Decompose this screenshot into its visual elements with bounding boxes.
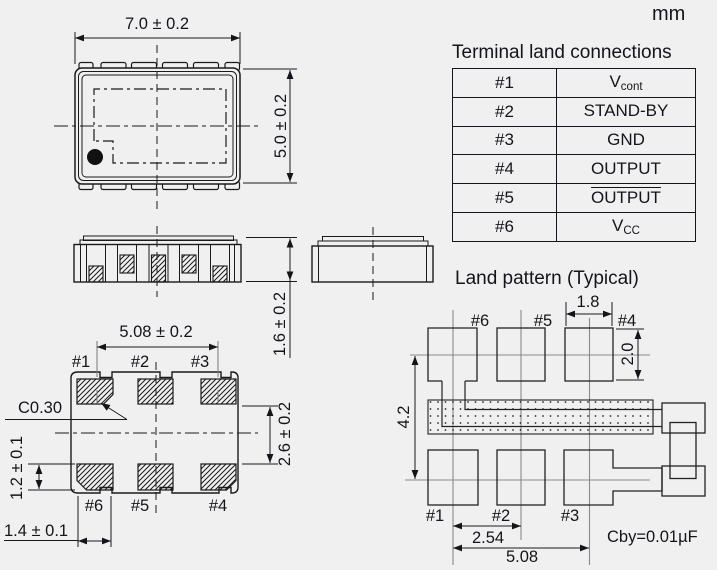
terminal-land-connections-table [452,68,696,242]
pin-function-cell: OUTPUT [557,155,696,184]
lp-pad-span-dim: 5.08 [505,548,539,566]
pad-6 [77,464,113,490]
pin-function-cell: OUTPUT [557,184,696,213]
lp-pad-label: #4 [617,312,637,330]
top-view [54,32,297,210]
table-row [453,97,696,126]
table-row [453,184,696,213]
lp-pad-label: #3 [560,507,580,525]
lp-pad-label: #1 [425,507,445,525]
pad-4 [201,464,236,490]
pin-number-cell: #4 [453,155,557,184]
land-pattern [405,302,705,565]
pin-function-cell: STAND-BY [557,97,696,126]
bottom-pad-label: #5 [130,497,150,515]
bottom-pad-label: #2 [130,353,150,371]
bottom-pad-span-dim: 5.08 ± 0.2 [119,323,193,341]
land-pad-3 [564,450,662,505]
bottom-view [4,341,278,547]
pin-function-cell: Vcont [557,69,696,98]
pin-function-cell: VCC [557,212,696,241]
lp-pad-pitch-dim: 2.54 [471,529,505,547]
bottom-row-gap-dim: 2.6 ± 0.2 [275,401,294,467]
bottom-pad-label: #6 [84,497,104,515]
side-castellation-pads [89,255,227,282]
top-width-dim: 7.0 ± 0.2 [124,15,190,33]
bottom-pad-width-dim: 1.4 ± 0.1 [4,522,69,540]
pin-number-cell: #6 [453,212,557,241]
pin-function-cell: GND [557,126,696,155]
bottom-pad-label: #1 [71,353,91,371]
bottom-pad-label: #3 [190,353,210,371]
lp-pad-label: #2 [491,507,511,525]
side-view-end [312,227,433,300]
chamfer-leader [101,403,127,420]
cap-body [670,423,696,479]
pin-number-cell: #2 [453,97,557,126]
table-row [453,212,696,241]
lp-pad-label: #5 [533,312,553,330]
pin-number-cell: #1 [453,69,557,98]
lp-pad-label: #6 [470,312,490,330]
table-row [453,69,696,98]
ground-trace-strip [428,400,653,434]
table-row [453,155,696,184]
terminal-table-title: Terminal land connections [452,42,672,63]
lp-row-pitch-dim: 4.2 [394,405,413,429]
pin1-marker-dot [87,149,103,165]
units-label: mm [652,3,686,25]
cap-pad-bottom [662,466,705,496]
bottom-pad-height-dim: 1.2 ± 0.1 [7,435,26,501]
bypass-cap-label: Cby=0.01µF [607,528,698,546]
table-row [453,126,696,155]
pin-number-cell: #5 [453,184,557,213]
lp-pad-height-dim: 2.0 [618,342,637,366]
land-pattern-title: Land pattern (Typical) [455,268,639,289]
chamfer-label: C0.30 [18,399,63,417]
cap-pad-top [662,403,705,433]
side-thickness-dim: 1.6 ± 0.2 [270,291,289,357]
bottom-pad-label: #4 [208,497,228,515]
top-height-dim: 5.0 ± 0.2 [271,93,290,159]
pad-1 [77,379,113,404]
lp-pad-width-dim: 1.8 [576,293,600,311]
pin-number-cell: #3 [453,126,557,155]
